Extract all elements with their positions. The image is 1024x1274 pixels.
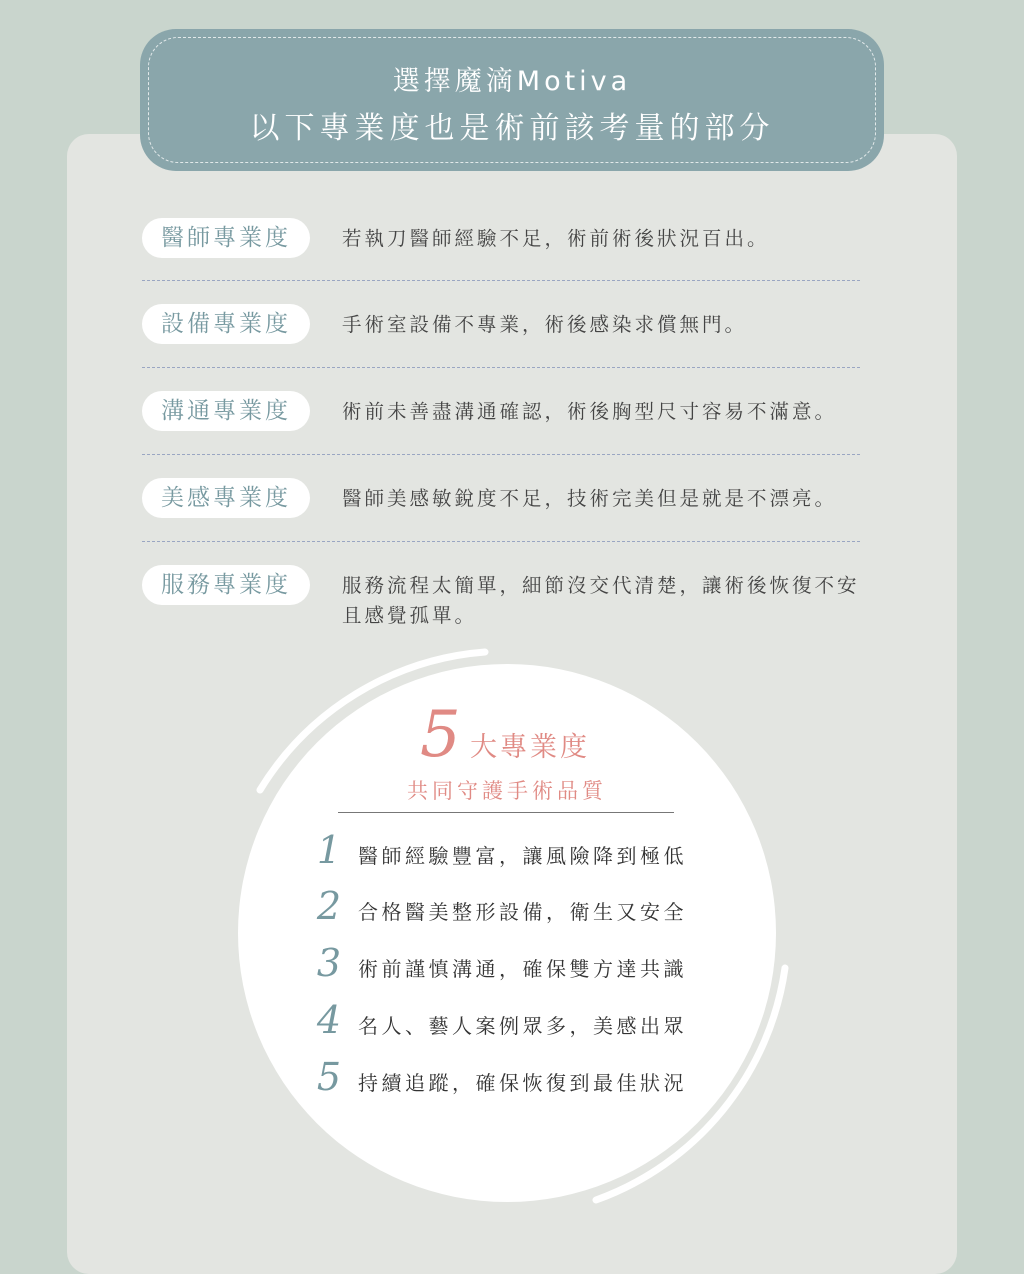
- item-text: 名人、藝人案例眾多，美感出眾: [358, 1014, 687, 1038]
- item-number: 4: [316, 998, 342, 1042]
- row-description: 服務流程太簡單，細節沒交代清楚，讓術後恢復不安且感覺孤單。: [342, 574, 860, 627]
- summary-item: [312, 998, 732, 1048]
- item-number: 5: [316, 1055, 342, 1099]
- row-label: 設備專業度: [142, 304, 310, 344]
- row-label: 溝通專業度: [142, 391, 310, 431]
- row-label: 服務專業度: [142, 565, 310, 605]
- item-text: 持續追蹤，確保恢復到最佳狀況: [358, 1071, 687, 1095]
- row-label: 美感專業度: [142, 478, 310, 518]
- item-text: 術前謹慎溝通，確保雙方達共識: [358, 957, 687, 981]
- row-description: 若執刀醫師經驗不足，術前術後狀況百出。: [342, 227, 770, 250]
- summary-title: 大專業度: [470, 732, 590, 763]
- item-text: 醫師經驗豐富，讓風險降到極低: [358, 844, 687, 868]
- summary-item: [312, 1055, 732, 1105]
- summary-subtitle: 共同守護手術品質: [407, 779, 607, 803]
- summary-divider: [338, 812, 674, 813]
- item-number: 1: [316, 828, 342, 872]
- summary-item: [312, 941, 732, 991]
- summary-item: [312, 828, 732, 878]
- row-description: 醫師美感敏銳度不足，技術完美但是就是不漂亮。: [342, 487, 838, 510]
- header-title: 選擇魔滴Motiva: [392, 66, 632, 97]
- row-label: 醫師專業度: [142, 218, 310, 258]
- summary-item: [312, 884, 732, 934]
- item-number: 3: [316, 941, 342, 985]
- item-text: 合格醫美整形設備，衛生又安全: [358, 900, 687, 924]
- row-description: 術前未善盡溝通確認，術後胸型尺寸容易不滿意。: [342, 400, 838, 423]
- summary-number: 5: [420, 698, 461, 772]
- item-number: 2: [316, 884, 342, 928]
- header-subtitle: 以下專業度也是術前該考量的部分: [249, 111, 775, 146]
- row-description: 手術室設備不專業，術後感染求償無門。: [342, 313, 748, 336]
